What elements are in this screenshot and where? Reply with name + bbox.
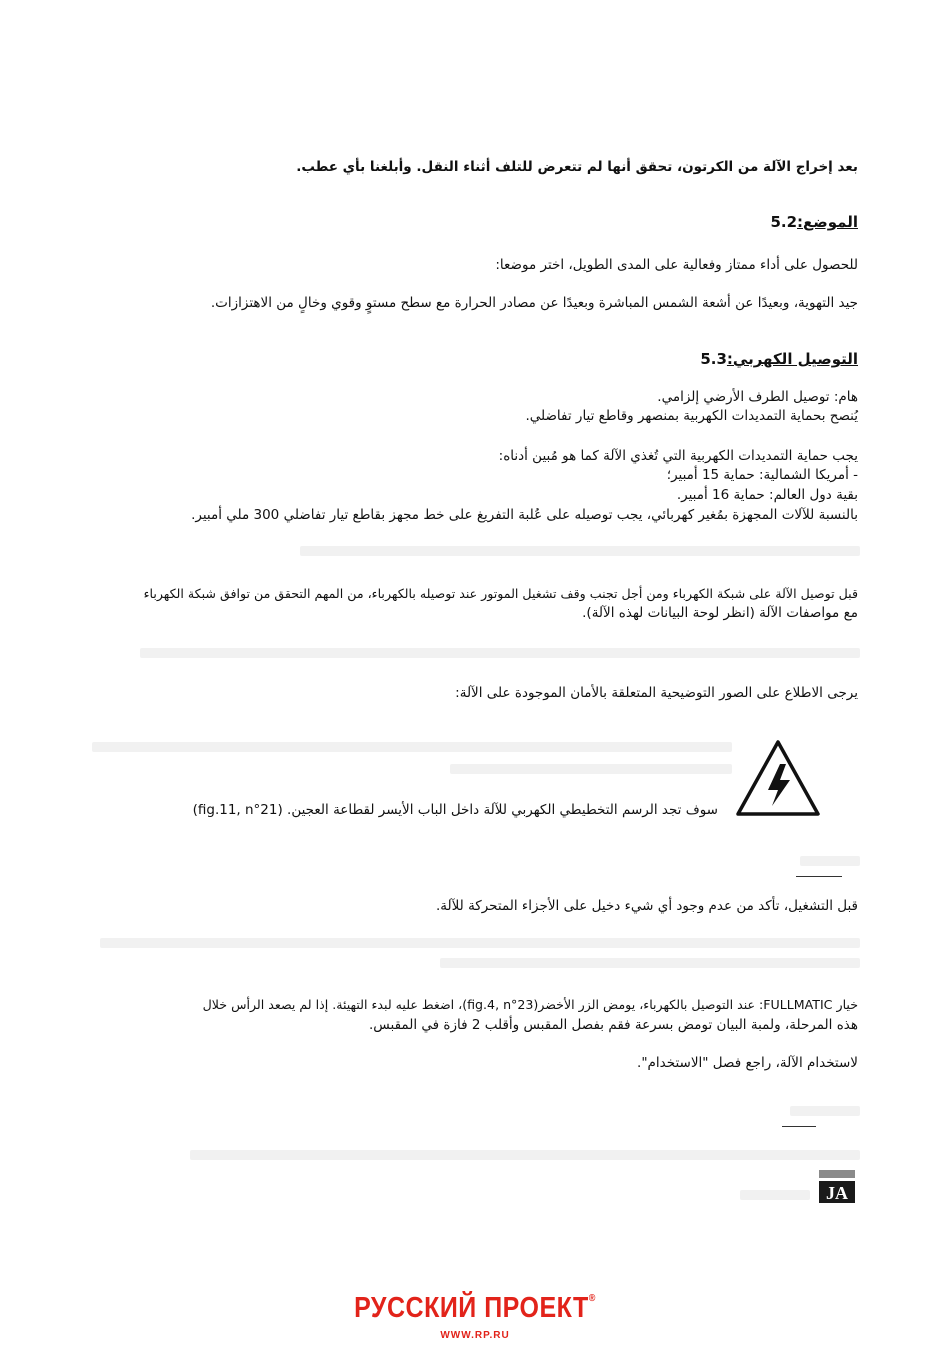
protection-line: بالنسبة للآلات المجهزة بمُغير كهربائي، يجب توصيله على عُلبة التفريغ على خط مجهز بقاطع تيار تفاضلي 300 ملي أمبير.	[191, 507, 858, 523]
fullmatic-line: خيار FULLMATIC: عند التوصيل بالكهرباء، يومض الزر الأخضر(fig.4, n°23)، اضغط عليه لبدء التهيئة. إذا لم يصعد الرأس خلال	[202, 997, 858, 1012]
section-number: 5.3	[700, 350, 727, 368]
faded-text	[140, 648, 860, 658]
before-operation-text: قبل التشغيل، تأكد من عدم وجود أي شيء دخيل على الأجزاء المتحركة للآلة.	[435, 898, 858, 914]
diagram-note: سوف تجد الرسم التخطيطي الكهربي للآلة داخل الباب الأيسر لقطاعة العجين. (fig.11, n°21)	[192, 802, 718, 818]
connect-line: قبل توصيل الآلة على شبكة الكهرباء ومن أجل تجنب وقف تشغيل الموتور عند توصيله بالكهرباء، من المهم التحقق من توافق شبكة الكهرباء	[143, 586, 858, 601]
faded-text	[440, 958, 860, 968]
important-note: هام: توصيل الطرف الأرضي إلزامي.	[657, 389, 858, 405]
ja-logo-icon	[818, 1168, 856, 1206]
faded-text	[450, 764, 732, 774]
faded-text	[790, 1106, 860, 1116]
electric-hazard-icon	[734, 738, 822, 818]
section-number: 5.2	[770, 213, 798, 231]
faded-text	[92, 742, 732, 752]
divider	[782, 1126, 816, 1127]
footer-brand	[0, 1292, 950, 1325]
faded-text	[300, 546, 860, 556]
intro-text: بعد إخراج الآلة من الكرتون، تحقق أنها لم تتعرض للتلف أثناء النقل. وأبلغنا بأي عطب.	[296, 159, 858, 175]
svg-text:JA: JA	[826, 1183, 848, 1203]
footer-url[interactable]: WWW.RP.RU	[440, 1330, 510, 1341]
connect-line: مع مواصفات الآلة (انظر لوحة البيانات لهذه الآلة).	[582, 605, 858, 621]
registered-mark: ®	[588, 1291, 596, 1304]
section-heading-5-2	[756, 213, 858, 231]
section-title: الموضع:	[797, 213, 858, 231]
faded-text	[800, 856, 860, 866]
fullmatic-line: هذه المرحلة، ولمبة البيان تومض بسرعة فقم بفصل المقبس وأقلب 2 فازة في المقبس.	[369, 1017, 858, 1033]
usage-text: لاستخدام الآلة، راجع فصل "الاستخدام".	[637, 1055, 858, 1071]
protection-line: - أمريكا الشمالية: حماية 15 أمبير؛	[666, 467, 858, 483]
protection-line: بقية دول العالم: حماية 16 أمبير.	[676, 487, 858, 503]
section-heading-5-3	[686, 350, 858, 368]
paragraph-line: للحصول على أداء ممتاز وفعالية على المدى الطويل، اختر موضعا:	[495, 257, 858, 273]
faded-text	[740, 1190, 810, 1200]
footer-brand-text: РУССКИЙ ПРОЕКТ	[354, 1291, 589, 1325]
safety-pictures-text: يرجى الاطلاع على الصور التوضيحية المتعلقة بالأمان الموجودة على الآلة:	[455, 685, 858, 701]
important-note: يُنصح بحماية التمديدات الكهربية بمنصهر وقاطع تيار تفاضلي.	[525, 408, 858, 424]
faded-text	[100, 938, 860, 948]
protection-line: يجب حماية التمديدات الكهربية التي تُغذي الآلة كما هو مُبين أدناه:	[498, 448, 858, 464]
paragraph-line: جيد التهوية، وبعيدًا عن أشعة الشمس المباشرة وبعيدًا عن مصادر الحرارة مع سطح مستوٍ وقوي وخالٍ من الاهتزازات.	[210, 295, 858, 311]
divider	[796, 876, 842, 877]
faded-text	[190, 1150, 860, 1160]
section-title: التوصيل الكهربي:	[726, 350, 858, 368]
